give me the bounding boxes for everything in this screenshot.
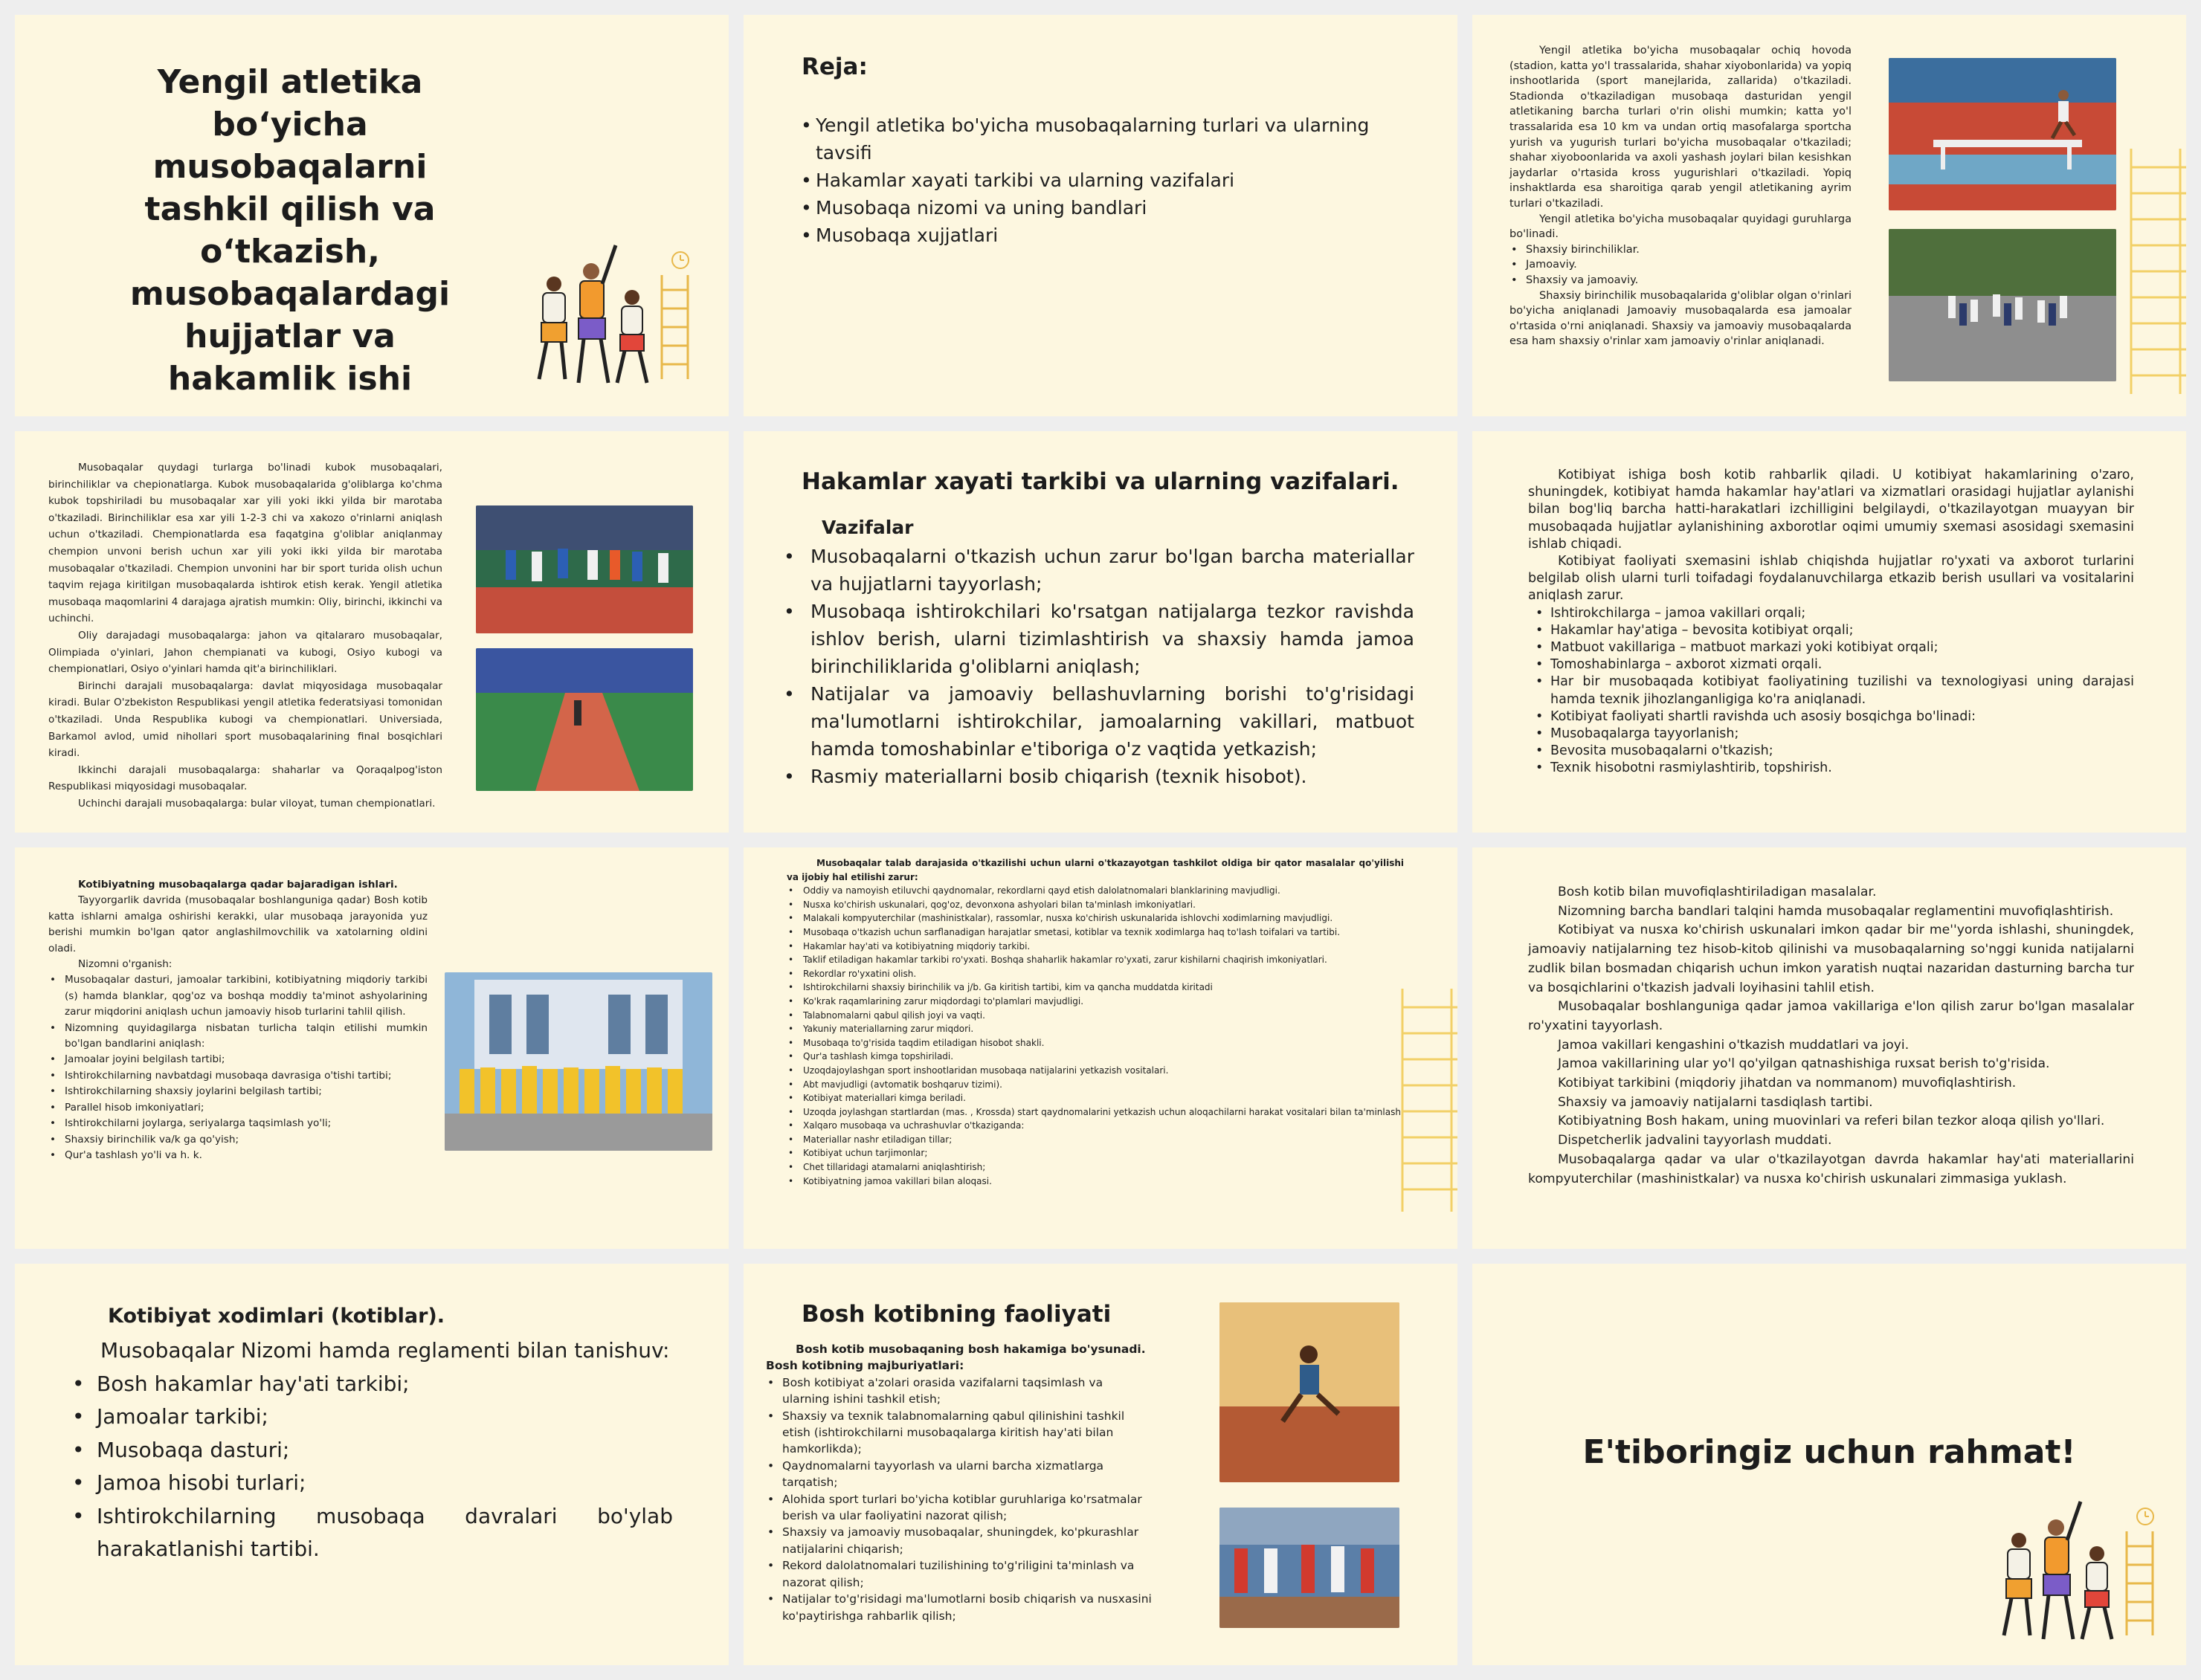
- paragraph: Oliy darajadagi musobaqalarga: jahon va qitalararo musobaqalar, Olimpiada o'yinlari, Jahon chempianati va kubogi, Osiyo kubogi va chempionatlari, Osiyo o'yinlari hamda qit'a birinchiliklari.: [48, 629, 442, 676]
- list-item: • Bevosita musobaqalarni o'tkazish;: [1534, 743, 2134, 760]
- paragraph: Musobaqalar quydagi turlarga bo'linadi kubok musobaqalari, birinchiliklar va chepionatlarga. Kubok musobaqalarida g'oliblarga ko'chma kubok topshiriladi bu musobaqalar xar yili yoki ikki yilda bir marotaba o'tkaziladi. Birinchiliklar esa xar yili 1-2-3 chi va xakozo o'rinlarni aniqlash uchun o'tkaziladi. Chempionatlarda esa faqatgina g'oliblar aniqlanmay chempion unvoni berish uchun xar yili yoki ikki yilda bir marotaba musobaqalar o'tkaziladi. Chempion unvonini har bir sport turida olish uchun taqvim rejaga kiritilgan musobaqalarda ishtirok etish kerak. Yengil atletika musobaqa maqomlarini 4 darajaga ajratish mumkin: Oliy, birinchi, ikkinchi va uchinchi.: [48, 462, 442, 625]
- list-item: • Kotibiyat faoliyati shartli ravishda uch asosiy bosqichga bo'linadi:: [1534, 708, 2134, 726]
- paragraph: Nizomning barcha bandlari talqini hamda musobaqalar reglamentini muvofiqlashtirish.: [1558, 903, 2114, 919]
- secretaries-text: [71, 1334, 673, 1566]
- plan-list: [799, 112, 1417, 249]
- list-item: • Hakamlar hay'atiga – bevosita kotibiyat orqali;: [1534, 622, 2134, 639]
- paragraph: Yengil atletika bo'yicha musobaqalar ochiq hovoda (stadion, katta yo'l trassalarida, shahar xiyobonlarida) va yopiq inshootlarida (sport manejlarida, zallarida) o'tkaziladi. Stadionda o'tkaziladigan musobaqa dasturidan yengil atletikaning barcha turlari o'rin olishi mumkin; katta yo'l trassalarida esa 10 km va undan ortiq masofalarga sportcha yurish va yugurish turlari bo'yicha musobaqalar o'tkaziladi; shahar xiyoboonlarida va axoli yashash joylari bilan kesishkan jaydarlar o'rtasida kross yugurishlari o'tkaziladi. Yopiq inshaktlarda esa sharoitiga qarab yengil atletikaning ayrim turlari o'tkaziladi.: [1509, 45, 1852, 210]
- list-item: • Shaxsiy va jamoaviy musobaqalar, shuningdek, ko'pkurashlar natijalarini chiqarish;: [766, 1524, 1153, 1557]
- paragraph: Musobaqalar boshlanguniga qadar jamoa vakillariga e'lon qilish zarur bo'lgan masalalar ro'yxatini tayyorlash.: [1528, 999, 2134, 1033]
- presentation-title: Yengil atletika bo‘yicha musobaqalarni tashkil qilish va o‘tkazish, musobaqalardagi hujjatlar va hakamlik ishi: [129, 63, 451, 398]
- section-heading: Kotibiyatning musobaqalarga qadar bajaradigan ishlari.: [78, 879, 398, 891]
- competition-groups-list: [1509, 242, 1852, 288]
- list-item: • Bosh kotibiyat a'zolari orasida vazifalarni taqsimlash va ularning ishini tashkil etish;: [766, 1374, 1153, 1408]
- chief-secretary-title: Bosh kotibning faoliyati: [802, 1301, 1112, 1328]
- list-item: • Kotibiyat materiallari kimga beriladi.: [787, 1091, 1404, 1105]
- judges-title: Hakamlar xayati tarkibi va ularning vazifalari.: [802, 468, 1399, 495]
- paragraph: Shaxsiy va jamoaviy natijalarni tasdiqlash tartibi.: [1558, 1094, 1873, 1110]
- list-item: • Musobaqa to'g'risida taqdim etiladigan hisobot shakli.: [787, 1036, 1404, 1050]
- organizer-tasks-list: [787, 884, 1404, 1188]
- chief-secretary-text: [766, 1341, 1153, 1624]
- list-item: • Ishtirokchilarni joylarga, seriyalarga taqsimlash yo'li;: [48, 1116, 428, 1131]
- plan-title: Reja:: [802, 54, 868, 80]
- slide-7-preparation: [15, 847, 729, 1249]
- list-item: • Bosh hakamlar hay'ati tarkibi;: [71, 1368, 673, 1401]
- list-item: • Ishtirokchilarning musobaqa davralari bo'ylab harakatlanishi tartibi.: [71, 1500, 673, 1566]
- list-item: • Natijalar to'g'risidagi ma'lumotlarni bosib chiqarish va nusxasini ko'paytirishga rahbarlik qilish;: [766, 1591, 1153, 1624]
- steeplechase-photo: [1889, 58, 2116, 210]
- slide-5-judges-duties: [744, 431, 1457, 833]
- plan-item: • Hakamlar xayati tarkibi va ularning vazifalari: [799, 167, 1417, 194]
- list-item: • Jamoalar joyini belgilash tartibi;: [48, 1052, 428, 1067]
- list-item: • Uzoqda joylashgan startlardan (mas. , Krossda) start qaydnomalarini yetkazish uchun aloqachilarni harakat vositalari bilan ta'minlash: [787, 1105, 1404, 1120]
- section-heading: Musobaqalar talab darajasida o'tkazilishi uchun ularni o'tkazayotgan tashkilot oldiga bir qator masalalar qo'yilishi va ijobiy hal etilishi zarur:: [787, 858, 1404, 882]
- list-item: • Shaxsiy birinchiliklar.: [1509, 242, 1852, 258]
- list-item: • Musobaqa dasturi;: [71, 1434, 673, 1467]
- paragraph: Musobaqalar Nizomi hamda reglamenti bilan tanishuv:: [100, 1338, 670, 1363]
- list-item: • Uzoqdajoylashgan sport inshootlaridan musobaqa natijalarini yetkazish vositalari.: [787, 1064, 1404, 1078]
- slide-4-competition-levels: [15, 431, 729, 833]
- paragraph: Bosh kotibning majburiyatlari:: [766, 1359, 964, 1373]
- list-item: • Rekordlar ro'yxatini olish.: [787, 967, 1404, 981]
- list-item: • Kotibiyatning jamoa vakillari bilan aloqasi.: [787, 1175, 1404, 1189]
- list-item: • Nizomning quyidagilarga nisbatan turlicha talqin etilishi mumkin bo'lgan bandlarini aniqlash:: [48, 1021, 428, 1053]
- list-item: • Qur'a tashlash yo'li va h. k.: [48, 1148, 428, 1163]
- slide-8-organizer-tasks: [744, 847, 1457, 1249]
- duties-list: [766, 1374, 1153, 1624]
- paragraph: Nizomni o'rganish:: [78, 958, 173, 971]
- list-item: • Xalqaro musobaqa va uchrashuvlar o'tkaziganda:: [787, 1119, 1404, 1133]
- list-item: • Alohida sport turlari bo'yicha kotiblar guruhlariga ko'rsatmalar berish va ular faoliyatini nazorat qilish;: [766, 1491, 1153, 1525]
- slide-1-title: [15, 15, 729, 416]
- list-item: • Matbuot vakillariga – matbuot markazi yoki kotibiyat orqali;: [1534, 639, 2134, 656]
- slide-10-secretaries: [15, 1264, 729, 1665]
- paragraph: Kotibiyat ishiga bosh kotib rahbarlik qiladi. U kotibiyat hakamlarining o'zaro, shuningdek, kotibiyat hamda hakamlar hay'atlari va xizmatlari orasidagi hujjatlar aylanishi bilan bog'liq barcha hatti-harakatlari izchilligini belgilaydi, o'tkazilayotgan muayyan bir musobaqada hujjatlar aylanishining axborotlar oqimi umumiy sxemasi asosidagi sxemasini ishlab chiqadi.: [1528, 468, 2134, 552]
- list-item: • Oddiy va namoyish etiluvchi qaydnomalar, rekordlarni qayd etish dalolatnomalari blanklarining mavjudligi.: [787, 884, 1404, 898]
- organizer-tasks-text: [787, 856, 1404, 1188]
- duty-item: • Rasmiy materiallarni bosib chiqarish (texnik hisobot).: [782, 763, 1414, 790]
- paragraph: Musobaqalarga qadar va ular o'tkazilayotgan davrda hakamlar hay'ati materiallarini kompyuterchilar (mashinistkalar) va nusxa ko'chirish uskunalari zimmasiga yuklash.: [1528, 1151, 2134, 1186]
- paragraph: Jamoa vakillarining ular yo'l qo'yilgan qatnashishiga ruxsat berish to'g'risida.: [1558, 1056, 2050, 1072]
- duties-subtitle: Vazifalar: [822, 517, 914, 538]
- long-jump-photo: [476, 648, 693, 791]
- ladder-decoration: [2128, 149, 2186, 394]
- slide-3-competition-types: [1472, 15, 2186, 416]
- list-item: • Talabnomalarni qabul qilish joyi va vaqti.: [787, 1009, 1404, 1023]
- duties-list: [782, 543, 1414, 790]
- paragraph: Bosh kotib musobaqaning bosh hakamiga bo'ysunadi.: [796, 1343, 1146, 1356]
- list-item: • Jamoaviy.: [1509, 257, 1852, 273]
- plan-item: • Musobaqa xujjatlari: [799, 222, 1417, 249]
- slide-2-plan: [744, 15, 1457, 416]
- list-item: • Shaxsiy va jamoaviy.: [1509, 273, 1852, 288]
- list-item: • Shaxsiy va texnik talabnomalarning qabul qilinishini tashkil etish (ishtirokchilarni musobaqalarga kiritish hay'ati bilan hamkorlikda);: [766, 1408, 1153, 1458]
- list-item: • Ishtirokchilarni shaxsiy birinchilik va j/b. Ga kiritish tartibi, kim va qancha muddatda kiritadi: [787, 980, 1404, 995]
- athletes-illustration: [521, 230, 706, 394]
- list-item: • Abt mavjudligi (avtomatik boshqaruv tizimi).: [787, 1078, 1404, 1092]
- paragraph: Birinchi darajali musobaqalarga: davlat miqyosidaga musobaqalar kiradi. Bular O'zbekiston Respublikasi yengil atletika federatsiyasi tomonidan o'tkaziladi. Unda Respublika kubogi va chempionatlari. Universiada, Barkamol avlod, umid nihollari sport musobaqalarining final bosqichlari kiradi.: [48, 679, 442, 760]
- paragraph: Bosh kotib bilan muvofiqlashtiriladigan masalalar.: [1558, 885, 1877, 899]
- paragraph: Uchinchi darajali musobaqalarga: bular viloyat, tuman chempionatlari.: [78, 797, 436, 810]
- list-item: • Malakali kompyuterchilar (mashinistkalar), rassomlar, nusxa ko'chirish uskunalarida ishlovchi xodimlarning mavjudligi.: [787, 911, 1404, 925]
- road-race-photo: [1889, 229, 2116, 381]
- list-item: • Rekord dalolatnomalari tuzilishining to'g'riligini ta'minlash va nazorat qilish;: [766, 1557, 1153, 1591]
- list-item: • Hakamlar hay'ati va kotibiyatning miqdoriy tarkibi.: [787, 940, 1404, 954]
- ladder-decoration: [1399, 989, 1457, 1212]
- list-item: • Kotibiyat uchun tarjimonlar;: [787, 1146, 1404, 1160]
- plan-item: • Yengil atletika bo'yicha musobaqalarning turlari va ularning tavsifi: [799, 112, 1417, 167]
- list-item: • Materiallar nashr etiladigan tillar;: [787, 1133, 1404, 1147]
- paragraph: Tayyorgarlik davrida (musobaqalar boshlanguniga qadar) Bosh kotib katta ishlarni amalga oshirishi kerakki, ular musobaqa jarayonida yuz berishi mumkin bo'lgan qator anglashilmovchilik va xatolarning oldini oladi.: [48, 894, 428, 954]
- preparation-list: [48, 972, 428, 1163]
- list-item: • Parallel hisob imkoniyatlari;: [48, 1100, 428, 1116]
- list-item: • Tomoshabinlarga – axborot xizmati orqali.: [1534, 656, 2134, 673]
- list-item: • Taklif etiladigan hakamlar tarkibi ro'yxati. Boshqa shaharlik hakamlar ro'yxati, zarur kishilarni chaqirish imkoniyatlari.: [787, 953, 1404, 967]
- duty-item: • Natijalar va jamoaviy bellashuvlarning borishi to'g'risidagi ma'lumotlarni ishtirokchilar, jamoalarning vakillari, matbuot hamda tomoshabinlar e'tiboriga o'z vaqtida yetkazish;: [782, 680, 1414, 763]
- slide-9-coordination: [1472, 847, 2186, 1249]
- paragraph: Kotibiyatning Bosh hakam, uning muovinlari va referi bilan tezkor aloqa qilish yo'llari.: [1558, 1114, 2105, 1129]
- slide-12-thank-you: [1472, 1264, 2186, 1665]
- secretaries-title: Kotibiyat xodimlari (kotiblar).: [108, 1305, 445, 1328]
- secretaries-list: [71, 1368, 673, 1566]
- list-item: • Chet tillaridagi atamalarni aniqlashtirish;: [787, 1160, 1404, 1175]
- list-item: • Musobaqa o'tkazish uchun sarflanadigan harajatlar smetasi, kotiblar va texnik xodimlarga haq to'lash toifalari va tartibi.: [787, 925, 1404, 940]
- duty-item: • Musobaqalarni o'tkazish uchun zarur bo'lgan barcha materiallar va hujjatlarni tayyorlash;: [782, 543, 1414, 598]
- plan-item: • Musobaqa nizomi va uning bandlari: [799, 194, 1417, 222]
- list-item: • Qur'a tashlash kimga topshiriladi.: [787, 1050, 1404, 1064]
- paragraph: Kotibiyat tarkibini (miqdoriy jihatdan va nommanom) muvofiqlashtirish.: [1558, 1076, 2017, 1091]
- paragraph: Shaxsiy birinchilik musobaqalarida g'oliblar olgan o'rinlari bo'yicha aniqlanadi Jamoaviy musobaqalarda esa jamoalar o'rtasida o'rni aniqlanadi. Shaxsiy va jamoaviy musobaqalarda esa ham shaxsiy o'rinlar xam jamoaviy o'rinlar aniqlanadi.: [1509, 289, 1852, 348]
- competition-text: [1509, 43, 1852, 349]
- list-item: • Ko'krak raqamlarining zarur miqdordagi to'plamlari mavjudligi.: [787, 995, 1404, 1009]
- runners-photo: [476, 505, 693, 633]
- competition-levels-text: [48, 459, 442, 812]
- slide-11-chief-secretary: [744, 1264, 1457, 1665]
- list-item: • Jamoalar tarkibi;: [71, 1400, 673, 1434]
- list-item: • Nusxa ko'chirish uskunalari, qog'oz, devonxona ashyolari bilan ta'minlash imkoniyatlari.: [787, 898, 1404, 912]
- thank-you-text: E'tiboringiz uchun rahmat!: [1582, 1433, 2076, 1471]
- list-item: • Har bir musobaqada kotibiyat faoliyatining tuzilishi va texnologiyasi uning darajasi hamda texnik jihozlanganligiga ko'ra aniqlanadi.: [1534, 673, 2134, 708]
- paragraph: Ikkinchi darajali musobaqalarga: shaharlar va Qoraqalpog'iston Respublikasi miqyosidagi musobaqalar.: [48, 763, 442, 793]
- paragraph: Jamoa vakillari kengashini o'tkazish muddatlari va joyi.: [1558, 1037, 1910, 1053]
- list-item: • Shaxsiy birinchilik va/k ga qo'yish;: [48, 1132, 428, 1148]
- list-item: • Ishtirokchilarning navbatdagi musobaqa davrasiga o'tishi tartibi;: [48, 1068, 428, 1084]
- preparation-text: [48, 877, 428, 1163]
- paragraph: Kotibiyat faoliyati sxemasini ishlab chiqishda hujjatlar ro'yxati va axborot turlarini belgilab olish ularni turli toifadagi foydalanuvchilarga etkazib berish usullari va vositalarini aniqlash zarur.: [1528, 554, 2134, 604]
- list-item: • Qaydnomalarni tayyorlash va ularni barcha xizmatlarga tarqatish;: [766, 1458, 1153, 1491]
- race-walkers-photo: [1219, 1508, 1399, 1628]
- list-item: • Ishtirokchilarning shaxsiy joylarini belgilash tartibi;: [48, 1084, 428, 1099]
- secretariat-list: [1528, 605, 2134, 778]
- slide-6-secretariat: [1472, 431, 2186, 833]
- list-item: • Yakuniy materiallarning zarur miqdori.: [787, 1022, 1404, 1036]
- paragraph: Yengil atletika bo'yicha musobaqalar quyidagi guruhlarga bo'linadi.: [1509, 213, 1852, 241]
- list-item: • Musobaqalar dasturi, jamoalar tarkibini, kotibiyatning miqdoriy tarkibi (s) hamda blanklar, qog'oz va boshqa moddiy ta'minot ashyolarining zarur miqdorini aniqlash uchun jamoaviy hisob turlarini tahlil qilish.: [48, 972, 428, 1020]
- coordination-text: [1528, 883, 2134, 1189]
- paragraph: Dispetcherlik jadvalini tayyorlash muddati.: [1558, 1133, 1832, 1148]
- athletes-illustration: [1985, 1487, 2171, 1650]
- long-jumper-photo: [1219, 1302, 1399, 1482]
- duty-item: • Musobaqa ishtirokchilari ko'rsatgan natijalarga tezkor ravishda ishlov berish, ularni tizimlashtirish va shaxsiy hamda jamoa birinchiliklarida g'oliblarni aniqlash;: [782, 598, 1414, 680]
- list-item: • Musobaqalarga tayyorlanish;: [1534, 726, 2134, 743]
- list-item: • Jamoa hisobi turlari;: [71, 1467, 673, 1500]
- secretariat-text: [1528, 467, 2134, 778]
- team-group-photo: [445, 972, 712, 1151]
- list-item: • Ishtirokchilarga – jamoa vakillari orqali;: [1534, 605, 2134, 622]
- list-item: • Texnik hisobotni rasmiylashtirib, topshirish.: [1534, 760, 2134, 777]
- paragraph: Kotibiyat va nusxa ko'chirish uskunalari imkon qadar bir me''yorda ishlashi, shuningdek, jamoaviy natijalarning tez hisob-kitob qilinishi va musobaqalarning so'nggi kunida natijalarni zudlik bilan bosmadan chiqarish uchun imkon yaratish nuqtai nazaridan dasturning barcha tur va bosqichlarini o'tkazish jadvali loyihasini tahlil etish.: [1528, 923, 2134, 995]
